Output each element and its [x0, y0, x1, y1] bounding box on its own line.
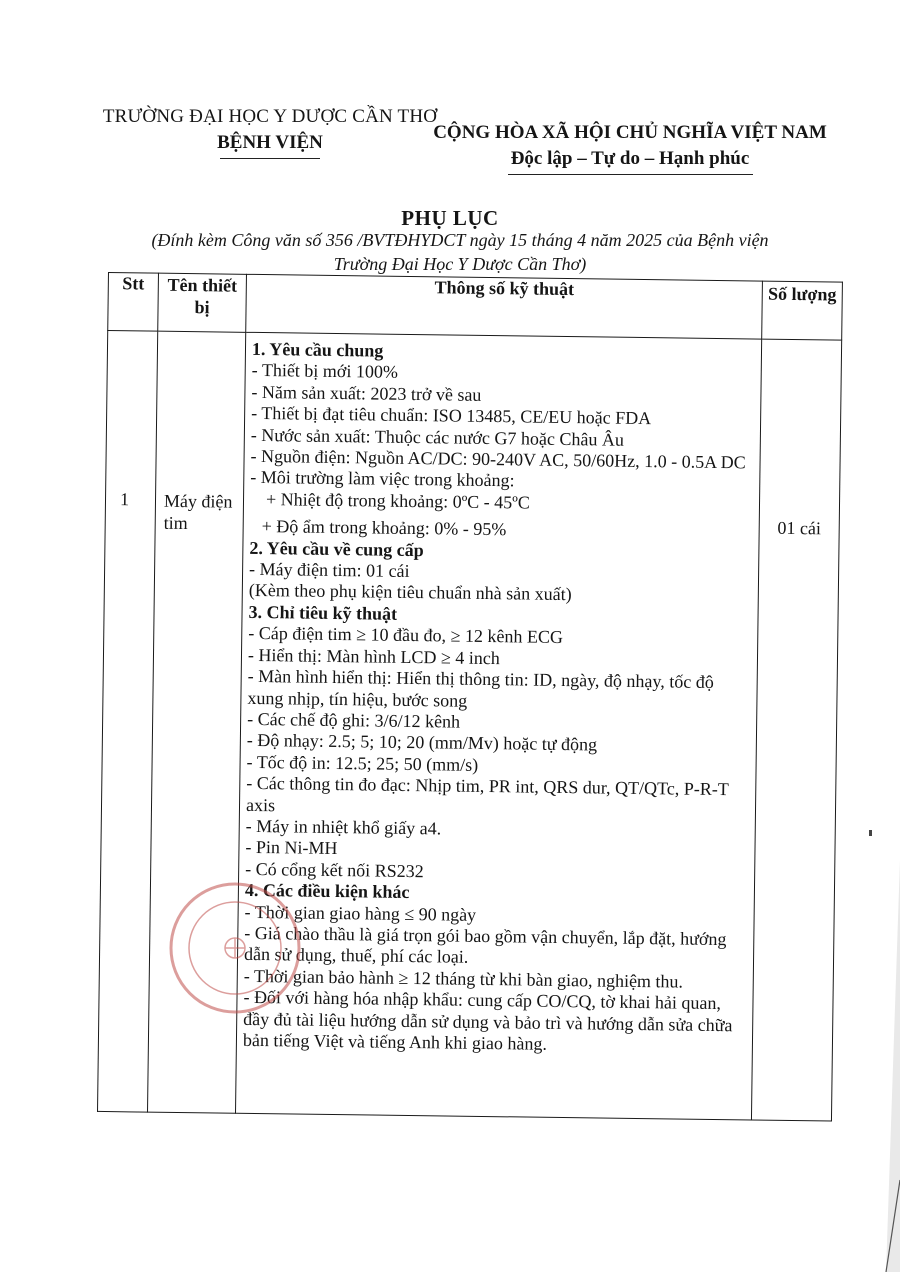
spec-line: - Đối với hàng hóa nhập khẩu: cung cấp CO/CQ, tờ khai hải quan, đầy đủ tài liệu hướng dẫn sử dụng và bảo trì và hướng dẫn sửa chữa bản tiếng Việt và tiếng Anh khi giao hàng. — [242, 987, 733, 1054]
row-stt: 1 — [98, 331, 158, 1113]
header-specifications: Thông số kỹ thuật — [246, 274, 763, 339]
spec-line: - Tốc độ in: 12.5; 25; 50 (mm/s) — [246, 751, 479, 775]
spec-line: - Nước sản xuất: Thuộc các nước G7 hoặc Châu Âu — [250, 424, 625, 450]
row-specifications — [235, 332, 761, 1120]
spec-subline: + Độ ẩm trong khoảng: 0% - 95% — [261, 516, 507, 540]
spec-line: - Máy in nhiệt khổ giấy a4. — [245, 815, 442, 839]
header-device-name: Tên thiết bị — [158, 273, 247, 332]
header-right-underline — [508, 174, 753, 175]
department-name: BỆNH VIỆN — [217, 132, 323, 153]
spec-line: - Cáp điện tim ≥ 10 đầu đo, ≥ 12 kênh ECG — [248, 623, 564, 648]
spec-line: - Màn hình hiển thị: Hiển thị thông tin: ID, ngày, độ nhạy, tốc độ xung nhịp, tín hiệu, bước song — [247, 665, 714, 711]
subtitle-line-1: (Đính kèm Công văn số 356 /BVTĐHYDCT ngày 15 tháng 4 năm 2025 của Bệnh viện — [151, 230, 769, 250]
spec-line: - Độ nhạy: 2.5; 5; 10; 20 (mm/Mv) hoặc tự động — [246, 730, 598, 755]
spec-line: - Thời gian giao hàng ≤ 90 ngày — [244, 901, 477, 925]
spec-line: (Kèm theo phụ kiện tiêu chuẩn nhà sản xuất) — [248, 580, 572, 605]
spec-line: - Pin Ni-MH — [245, 837, 338, 859]
spec-line: - Có cổng kết nối RS232 — [245, 858, 424, 881]
row-device-name: Máy điện tim — [148, 331, 246, 1113]
national-motto: Độc lập – Tự do – Hạnh phúc — [510, 148, 750, 169]
header-left-underline — [220, 158, 320, 159]
spec-line: - Hiển thị: Màn hình LCD ≥ 4 inch — [247, 644, 500, 668]
header-left — [95, 104, 445, 159]
country-name: CỘNG HÒA XÃ HỘI CHỦ NGHĨA VIỆT NAM — [433, 122, 827, 143]
spec-line: - Các thông tin đo đạc: Nhịp tim, PR int, QRS dur, QT/QTc, P-R-T axis — [245, 772, 729, 815]
spec-line: - Năm sản xuất: 2023 trở về sau — [251, 381, 482, 405]
organization-name: TRƯỜNG ĐẠI HỌC Y DƯỢC CẦN THƠ — [102, 106, 438, 127]
scan-mark — [869, 830, 872, 836]
row-quantity: 01 cái — [751, 339, 841, 1121]
header-right — [430, 120, 830, 175]
spec-line: - Thiết bị đạt tiêu chuẩn: ISO 13485, CE/EU hoặc FDA — [251, 403, 652, 429]
red-stamp-seal — [165, 878, 305, 1018]
document-title: PHỤ LỤC — [401, 206, 499, 230]
spec-line: - Thời gian bảo hành ≥ 12 tháng từ khi bàn giao, nghiệm thu. — [243, 965, 684, 992]
spec-line: - Giá chào thầu là giá trọn gói bao gồm vận chuyển, lắp đặt, hướng dẫn sử dụng, thuế, phí các loại. — [243, 922, 727, 968]
spec-line: - Môi trường làm việc trong khoảng: — [250, 467, 515, 491]
section-1-title: 1. Yêu cầu chung — [251, 338, 384, 361]
section-3-title: 3. Chỉ tiêu kỹ thuật — [248, 601, 398, 624]
section-2-title: 2. Yêu cầu về cung cấp — [249, 537, 424, 560]
header-stt: Stt — [108, 273, 159, 332]
spec-line: - Nguồn điện: Nguồn AC/DC: 90-240V AC, 50/60Hz, 1.0 - 0.5A DC — [250, 445, 746, 473]
spec-line: - Các chế độ ghi: 3/6/12 kênh — [247, 708, 461, 732]
spec-line: - Thiết bị mới 100% — [251, 360, 399, 383]
subtitle-line-2: Trường Đại Học Y Dược Cần Thơ) — [333, 254, 587, 274]
header-quantity: Số lượng — [762, 281, 843, 340]
spec-subline: + Nhiệt độ trong khoảng: 0ºC - 45ºC — [265, 488, 530, 513]
spec-line: - Máy điện tim: 01 cái — [248, 558, 410, 582]
document-subtitle — [110, 228, 810, 276]
table-header-row — [108, 273, 843, 341]
section-4-title: 4. Các điều kiện khác — [244, 880, 410, 903]
